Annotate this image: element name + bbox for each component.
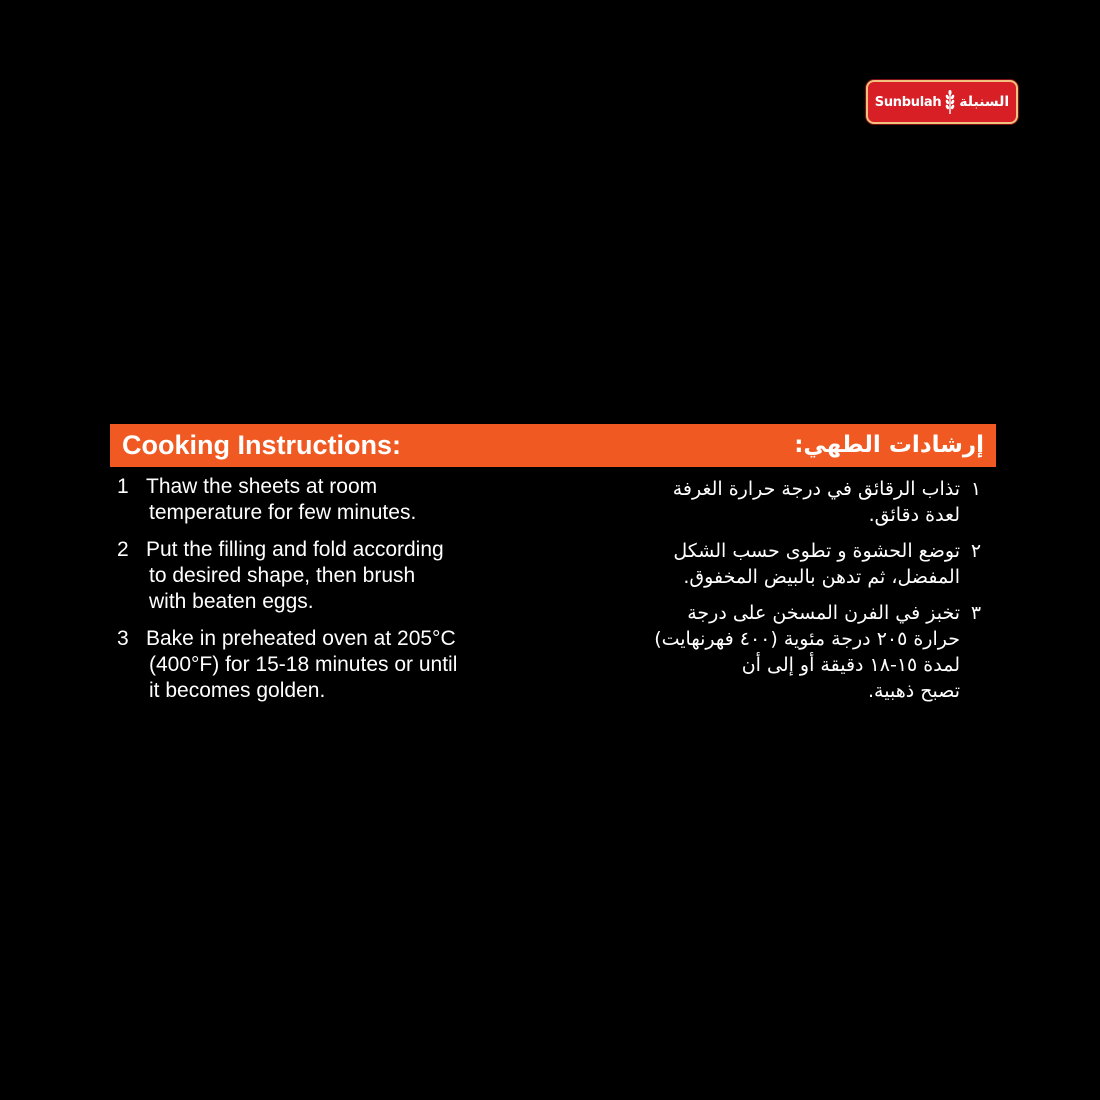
step-en-2 <box>117 537 517 615</box>
step-line: with beaten eggs. <box>149 590 314 613</box>
steps-list-ar <box>572 476 992 714</box>
steps-list-en <box>117 474 517 715</box>
logo-text-en: Sunbulah <box>874 94 942 110</box>
step-line: تخبز في الفرن المسخن على درجة <box>687 602 960 624</box>
step-line: توضع الحشوة و تطوى حسب الشكل <box>673 540 960 562</box>
header-title-ar: إرشادات الطهي: <box>794 432 984 458</box>
logo-text-ar: السنبلة <box>959 94 1010 110</box>
step-number: ٢ <box>970 540 982 562</box>
step-line: it becomes golden. <box>149 679 326 702</box>
step-line: Thaw the sheets at room <box>146 475 378 498</box>
brand-logo <box>866 80 1018 124</box>
step-ar-3 <box>572 600 992 704</box>
step-line: to desired shape, then brush <box>149 564 416 587</box>
step-line: لمدة ١٥-١٨ دقيقة أو إلى أن <box>741 654 960 676</box>
step-number: 2 <box>117 538 129 561</box>
wheat-icon <box>944 89 956 115</box>
step-number: 1 <box>117 475 129 498</box>
step-line: تصبح ذهبية. <box>868 680 960 702</box>
step-line: المفضل، ثم تدهن بالبيض المخفوق. <box>683 566 960 588</box>
step-line: (400°F) for 15-18 minutes or until <box>149 653 458 676</box>
step-number: ١ <box>970 478 982 500</box>
step-line: لعدة دقائق. <box>868 504 960 526</box>
step-line: حرارة ٢٠٥ درجة مئوية (٤٠٠ فهرنهايت) <box>654 628 960 650</box>
step-line: Put the filling and fold according <box>146 538 444 561</box>
step-ar-2 <box>572 538 992 590</box>
step-line: تذاب الرقائق في درجة حرارة الغرفة <box>672 478 960 500</box>
step-en-1 <box>117 474 517 526</box>
step-en-3 <box>117 626 517 704</box>
step-ar-1 <box>572 476 992 528</box>
header-title-en: Cooking Instructions: <box>122 430 401 460</box>
step-line: temperature for few minutes. <box>149 501 417 524</box>
step-number: 3 <box>117 627 129 650</box>
step-number: ٣ <box>970 602 982 624</box>
step-line: Bake in preheated oven at 205°C <box>146 627 456 650</box>
